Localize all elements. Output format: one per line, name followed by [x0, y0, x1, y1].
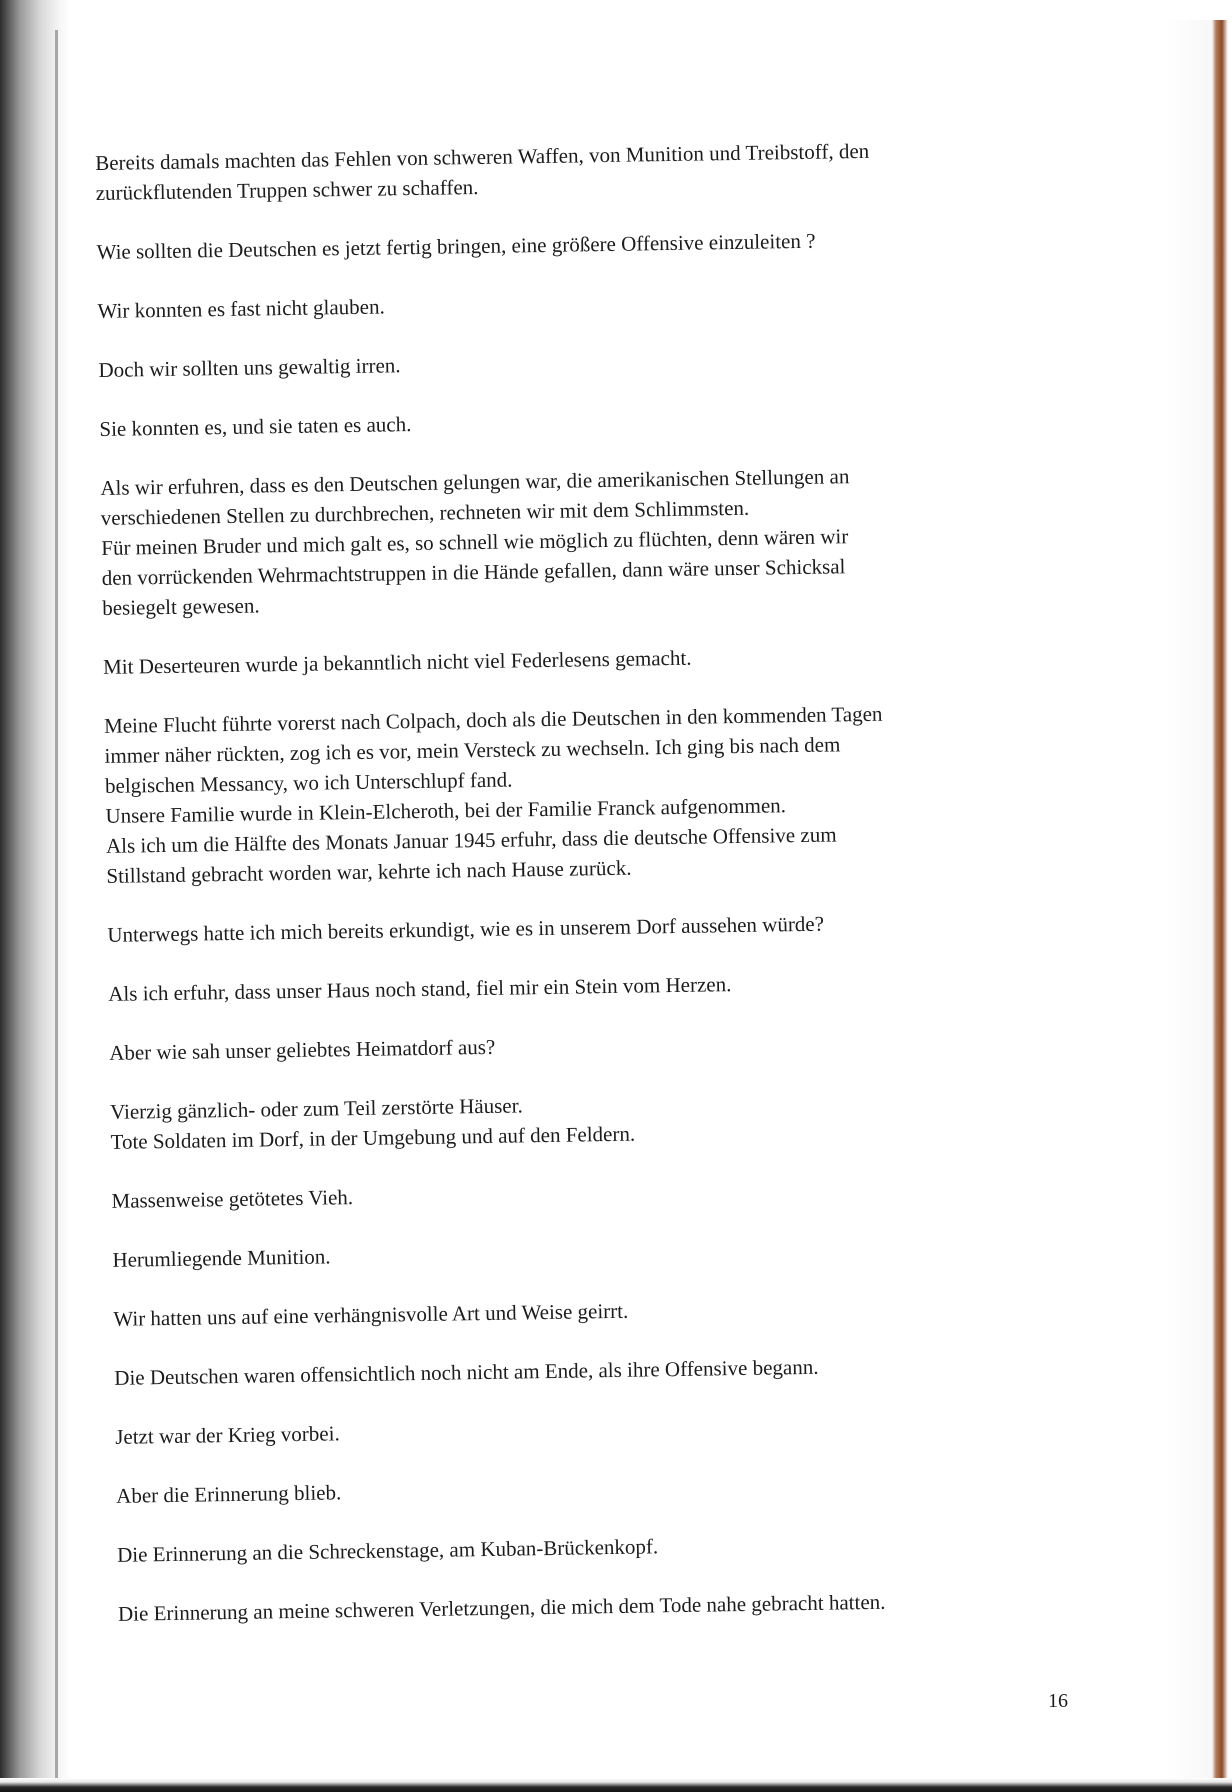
- paragraph: Sie konnten es, und sie taten es auch.: [99, 412, 412, 441]
- body-text: [95, 133, 1079, 1658]
- paragraph: Meine Flucht führte vorerst nach Colpach, doch als die Deutschen in den kommenden Tagen immer näher rückten, zog ich es vor, mein Versteck zu wechseln. Ich ging bis nach dem belgischen Messancy, wo ich Unterschlupf fand. Unsere Familie wurde in Klein-Elcheroth, bei der Familie Franck aufgenommen. Als ich um die Hälfte des Monats Januar 1945 erfuhr, dass die deutsche Offensive zum Stillstand gebracht worden war, kehrte ich nach Hause zurück.: [103, 701, 883, 888]
- page-number: 16: [1048, 1690, 1068, 1712]
- paragraph: Aber die Erinnerung blieb.: [115, 1480, 342, 1508]
- paragraph: Jetzt war der Krieg vorbei.: [115, 1421, 340, 1449]
- paragraph: Bereits damals machten das Fehlen von schweren Waffen, von Munition und Treibstoff, den zurückflutenden Truppen schwer zu schaffen.: [95, 138, 870, 205]
- scan-bottom-edge: [0, 1778, 1232, 1792]
- paragraph: Die Erinnerung an meine schweren Verletzungen, die mich dem Tode nahe gebracht hatten.: [117, 1589, 886, 1626]
- paragraph: Als ich erfuhr, dass unser Haus noch stand, fiel mir ein Stein vom Herzen.: [108, 972, 732, 1006]
- paragraph: Die Erinnerung an die Schreckenstage, am Kuban-Brückenkopf.: [116, 1534, 659, 1567]
- paragraph: Aber wie sah unser geliebtes Heimatdorf aus?: [109, 1034, 496, 1065]
- paragraph: Doch wir sollten uns gewaltig irren.: [98, 353, 401, 382]
- paragraph: Massenweise getötetes Vieh.: [111, 1185, 354, 1213]
- paragraph: Herumliegende Munition.: [112, 1244, 331, 1272]
- binding-shadow: [0, 0, 70, 1792]
- paragraph: Vierzig gänzlich- oder zum Teil zerstörte Häuser. Tote Soldaten im Dorf, in der Umgebung und auf den Feldern.: [109, 1093, 636, 1154]
- paragraph: Wir hatten uns auf eine verhängnisvolle Art und Weise geirrt.: [113, 1298, 629, 1331]
- book-cover-edge: [1164, 20, 1232, 1792]
- paragraph: Mit Deserteuren wurde ja bekanntlich nicht viel Federlesens gemacht.: [102, 645, 692, 679]
- paragraph: Unterwegs hatte ich mich bereits erkundigt, wie es in unserem Dorf aussehen würde?: [107, 911, 825, 947]
- paragraph: Wie sollten die Deutschen es jetzt fertig bringen, eine größere Offensive einzuleiten ?: [96, 228, 816, 264]
- paragraph: Die Deutschen waren offensichtlich noch nicht am Ende, als ihre Offensive begann.: [114, 1354, 819, 1390]
- binding-fold-line: [55, 30, 58, 1780]
- paragraph: Wir konnten es fast nicht glauben.: [97, 294, 385, 323]
- paragraph: Als wir erfuhren, dass es den Deutschen gelungen war, die amerikanischen Stellungen an verschiedenen Stellen zu durchbrechen, rechneten wir mit dem Schlimmsten. Für meinen Bruder und mich galt es, so schnell wie möglich zu flüchten, denn wären wir den vorrückenden Wehrmachtstruppen in die Hände gefallen, dann wäre unser Schicksal besiegelt gewesen.: [100, 464, 850, 620]
